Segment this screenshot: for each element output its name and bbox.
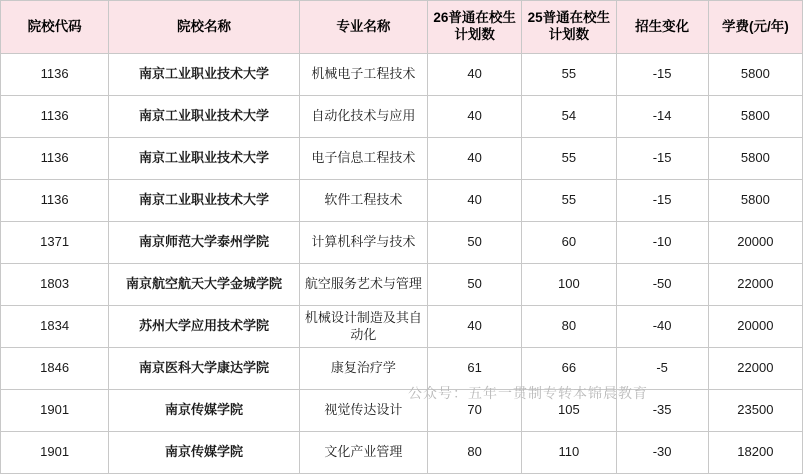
table-row — [1, 432, 803, 474]
table-header — [1, 1, 803, 54]
cell-tuition: 20000 — [708, 306, 802, 348]
cell-plan-26: 40 — [428, 138, 522, 180]
cell-plan-25: 55 — [522, 180, 616, 222]
table-row — [1, 96, 803, 138]
cell-school-name: 南京航空航天大学金城学院 — [109, 264, 299, 306]
cell-change: -50 — [616, 264, 708, 306]
cell-change: -15 — [616, 180, 708, 222]
cell-plan-25: 100 — [522, 264, 616, 306]
cell-plan-26: 50 — [428, 222, 522, 264]
cell-plan-25: 60 — [522, 222, 616, 264]
cell-plan-26: 80 — [428, 432, 522, 474]
cell-tuition: 5800 — [708, 54, 802, 96]
cell-major-name: 机械电子工程技术 — [299, 54, 427, 96]
cell-change: -40 — [616, 306, 708, 348]
table-row — [1, 306, 803, 348]
table-body — [1, 54, 803, 474]
cell-school-code: 1846 — [1, 348, 109, 390]
cell-school-code: 1803 — [1, 264, 109, 306]
cell-change: -5 — [616, 348, 708, 390]
cell-tuition: 22000 — [708, 264, 802, 306]
watermark-text: 公众号：五年一贯制专转本锦晨教育 — [408, 385, 648, 401]
cell-school-code: 1136 — [1, 54, 109, 96]
cell-school-name: 苏州大学应用技术学院 — [109, 306, 299, 348]
cell-major-name: 机械设计制造及其自动化 — [299, 306, 427, 348]
cell-plan-26: 61 — [428, 348, 522, 390]
cell-tuition: 5800 — [708, 180, 802, 222]
cell-plan-26: 40 — [428, 96, 522, 138]
cell-change: -14 — [616, 96, 708, 138]
cell-tuition: 18200 — [708, 432, 802, 474]
cell-school-name: 南京传媒学院 — [109, 390, 299, 432]
cell-change: -15 — [616, 138, 708, 180]
cell-tuition: 23500 — [708, 390, 802, 432]
table-row — [1, 390, 803, 432]
cell-change: -15 — [616, 54, 708, 96]
cell-tuition: 5800 — [708, 96, 802, 138]
cell-major-name: 航空服务艺术与管理 — [299, 264, 427, 306]
table-row — [1, 138, 803, 180]
cell-plan-25: 105 — [522, 390, 616, 432]
cell-tuition: 20000 — [708, 222, 802, 264]
cell-major-name: 计算机科学与技术 — [299, 222, 427, 264]
cell-school-name: 南京传媒学院 — [109, 432, 299, 474]
table-row — [1, 180, 803, 222]
cell-plan-26: 70 — [428, 390, 522, 432]
table-row — [1, 348, 803, 390]
cell-school-code: 1136 — [1, 138, 109, 180]
table-row — [1, 264, 803, 306]
cell-plan-25: 55 — [522, 138, 616, 180]
cell-school-name: 南京工业职业技术大学 — [109, 180, 299, 222]
cell-plan-25: 54 — [522, 96, 616, 138]
cell-change: -35 — [616, 390, 708, 432]
cell-school-code: 1834 — [1, 306, 109, 348]
column-header-major-name: 专业名称 — [299, 1, 427, 54]
cell-school-code: 1136 — [1, 96, 109, 138]
cell-change: -10 — [616, 222, 708, 264]
cell-school-code: 1901 — [1, 432, 109, 474]
cell-plan-26: 40 — [428, 180, 522, 222]
cell-school-name: 南京工业职业技术大学 — [109, 54, 299, 96]
column-header-change: 招生变化 — [616, 1, 708, 54]
cell-plan-25: 110 — [522, 432, 616, 474]
cell-major-name: 康复治疗学 — [299, 348, 427, 390]
cell-school-name: 南京师范大学泰州学院 — [109, 222, 299, 264]
cell-major-name: 文化产业管理 — [299, 432, 427, 474]
column-header-plan-25: 25普通在校生计划数 — [522, 1, 616, 54]
cell-major-name: 电子信息工程技术 — [299, 138, 427, 180]
cell-major-name: 视觉传达设计 — [299, 390, 427, 432]
table-row — [1, 54, 803, 96]
cell-plan-26: 50 — [428, 264, 522, 306]
cell-plan-25: 55 — [522, 54, 616, 96]
cell-school-name: 南京工业职业技术大学 — [109, 96, 299, 138]
cell-tuition: 22000 — [708, 348, 802, 390]
cell-change: -30 — [616, 432, 708, 474]
column-header-tuition: 学费(元/年) — [708, 1, 802, 54]
cell-plan-25: 66 — [522, 348, 616, 390]
column-header-school-name: 院校名称 — [109, 1, 299, 54]
cell-plan-26: 40 — [428, 54, 522, 96]
column-header-plan-26: 26普通在校生计划数 — [428, 1, 522, 54]
cell-school-name: 南京工业职业技术大学 — [109, 138, 299, 180]
cell-school-code: 1901 — [1, 390, 109, 432]
cell-plan-26: 40 — [428, 306, 522, 348]
cell-school-code: 1136 — [1, 180, 109, 222]
cell-plan-25: 80 — [522, 306, 616, 348]
cell-major-name: 软件工程技术 — [299, 180, 427, 222]
cell-school-name: 南京医科大学康达学院 — [109, 348, 299, 390]
cell-major-name: 自动化技术与应用 — [299, 96, 427, 138]
table-row — [1, 222, 803, 264]
column-header-school-code: 院校代码 — [1, 1, 109, 54]
cell-tuition: 5800 — [708, 138, 802, 180]
cell-school-code: 1371 — [1, 222, 109, 264]
table-header-row — [1, 1, 803, 54]
